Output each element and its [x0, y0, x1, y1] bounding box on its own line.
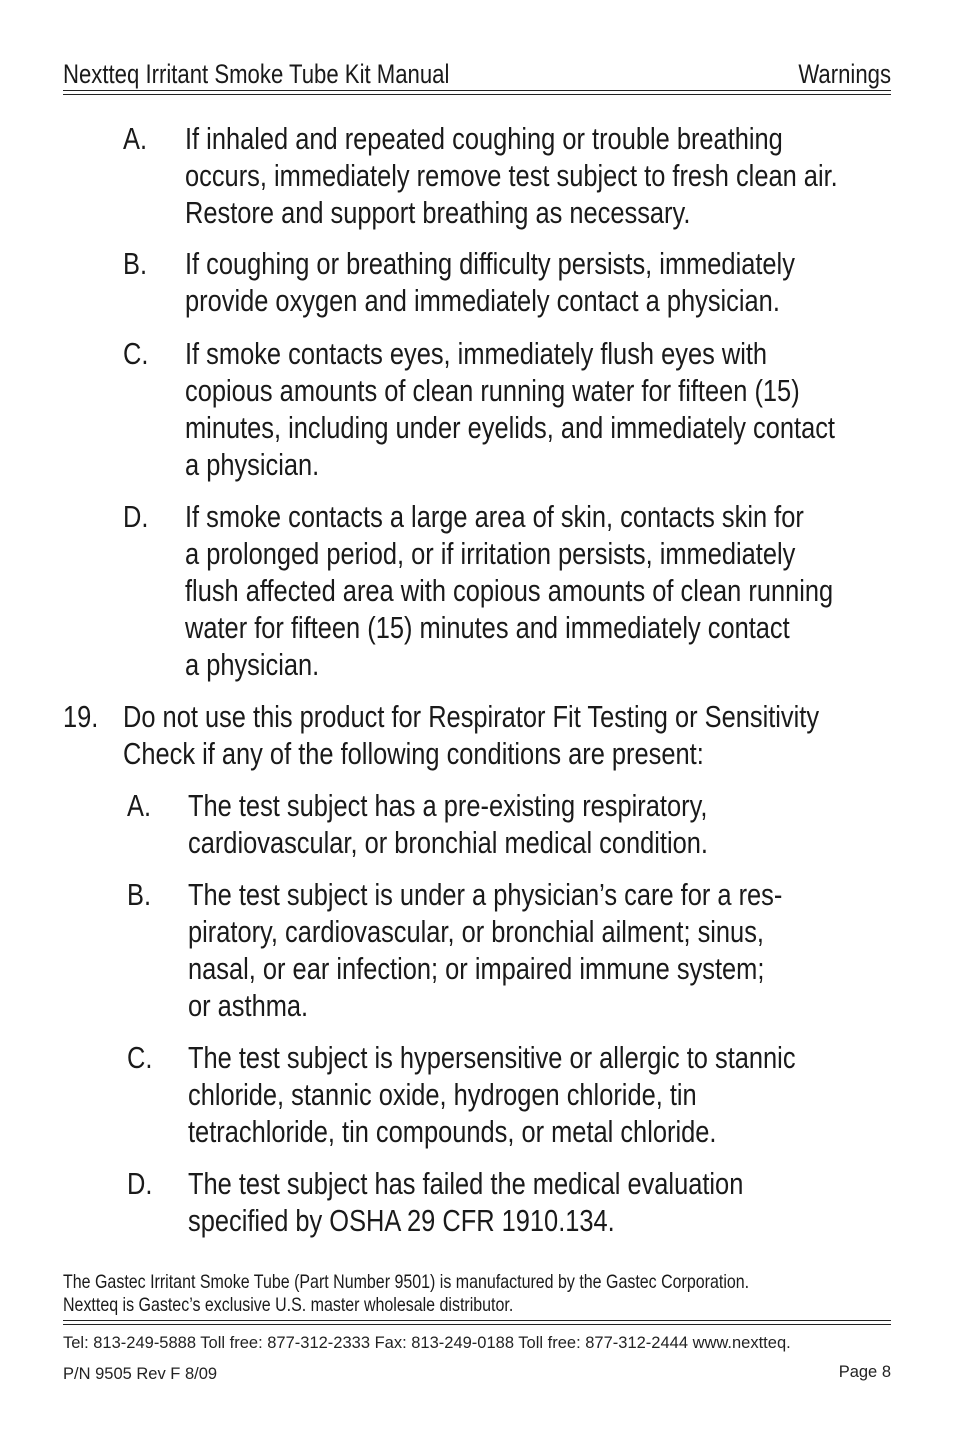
- item-text-line: Restore and support breathing as necessary.: [185, 195, 691, 230]
- item-text-line: nasal, or ear infection; or impaired immune system;: [188, 951, 765, 986]
- footnote: [63, 1271, 900, 1317]
- item-text-line: a physician.: [185, 447, 320, 482]
- item-text-line: provide oxygen and immediately contact a physician.: [185, 283, 780, 318]
- manual-title: Nextteq Irritant Smoke Tube Kit Manual: [63, 59, 450, 89]
- item-text-line: The test subject has a pre-existing respiratory,: [188, 788, 708, 823]
- item-text-line: Check if any of the following conditions are present:: [123, 736, 704, 771]
- item-label: B.: [123, 246, 148, 281]
- item-label: C.: [123, 336, 149, 371]
- item-text-line: If inhaled and repeated coughing or trouble breathing: [185, 121, 783, 156]
- item-text-line: water for fifteen (15) minutes and immediately contact: [185, 610, 790, 645]
- item-text-line: If smoke contacts a large area of skin, contacts skin for: [185, 499, 804, 534]
- item-text-line: If coughing or breathing difficulty persists, immediately: [185, 246, 795, 281]
- page-header: [63, 58, 891, 90]
- item-text-line: The test subject is hypersensitive or allergic to stannic: [188, 1040, 796, 1075]
- item-text-line: occurs, immediately remove test subject to fresh clean air.: [185, 158, 838, 193]
- page-number: Page 8: [838, 1363, 891, 1381]
- item-text-line: a prolonged period, or if irritation persists, immediately: [185, 536, 796, 571]
- item-text-line: piratory, cardiovascular, or bronchial ailment; sinus,: [188, 914, 764, 949]
- item-text-line: The test subject is under a physician’s care for a res-: [188, 877, 783, 912]
- item-text-line: chloride, stannic oxide, hydrogen chloride, tin: [188, 1077, 697, 1112]
- item-text-line: The test subject has failed the medical evaluation: [188, 1166, 744, 1201]
- item-text-line: cardiovascular, or bronchial medical condition.: [188, 825, 708, 860]
- item-text-line: minutes, including under eyelids, and immediately contact: [185, 410, 835, 445]
- header-rule: [63, 90, 891, 95]
- item-label: C.: [127, 1040, 153, 1075]
- footer-rule: [63, 1320, 891, 1325]
- item-label: D.: [123, 499, 149, 534]
- item-label: D.: [127, 1166, 153, 1201]
- footnote-line: The Gastec Irritant Smoke Tube (Part Number 9501) is manufactured by the Gastec Corporation.: [63, 1271, 750, 1293]
- item-text-line: or asthma.: [188, 988, 309, 1023]
- contact-info: Tel: 813-249-5888 Toll free: 877-312-2333 Fax: 813-249-0188 Toll free: 877-312-2444 www.nextteq.: [63, 1334, 791, 1352]
- item-text-line: Do not use this product for Respirator Fit Testing or Sensitivity: [123, 699, 820, 734]
- item-text-line: copious amounts of clean running water for fifteen (15): [185, 373, 800, 408]
- part-number: P/N 9505 Rev F 8/09: [63, 1365, 218, 1383]
- item-text-line: specified by OSHA 29 CFR 1910.134.: [188, 1203, 615, 1238]
- item-label: B.: [127, 877, 152, 912]
- item-number: 19.: [63, 699, 99, 734]
- item-label: A.: [127, 788, 152, 823]
- item-text-line: tetrachloride, tin compounds, or metal chloride.: [188, 1114, 717, 1149]
- section-title: Warnings: [798, 59, 891, 89]
- item-text-line: flush affected area with copious amounts of clean running: [185, 573, 834, 608]
- item-label: A.: [123, 121, 148, 156]
- footnote-line: Nextteq is Gastec’s exclusive U.S. master wholesale distributor.: [63, 1294, 514, 1316]
- item-text-line: a physician.: [185, 647, 320, 682]
- item-text-line: If smoke contacts eyes, immediately flush eyes with: [185, 336, 768, 371]
